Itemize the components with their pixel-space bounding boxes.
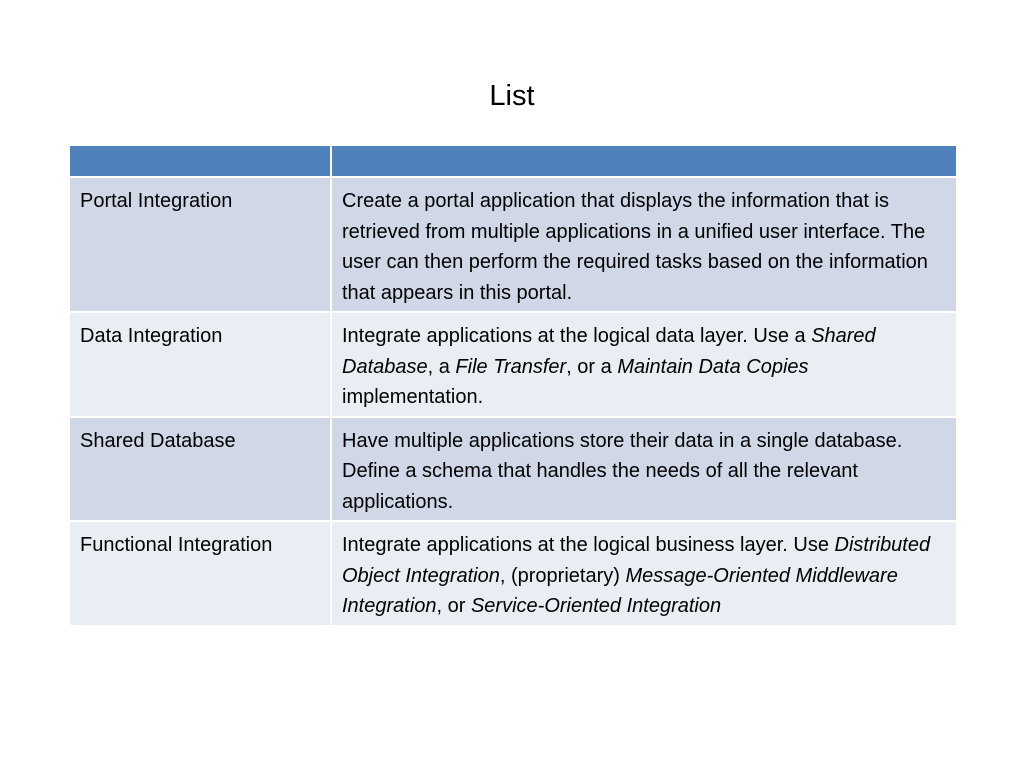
description-segment: Integrate applications at the logical data layer. Use a	[342, 325, 812, 347]
table-body	[69, 177, 957, 626]
row-description-cell	[331, 312, 957, 417]
integration-table	[68, 144, 958, 627]
description-segment: , or	[436, 595, 471, 617]
description-segment: , a	[427, 355, 456, 378]
table-row	[69, 417, 957, 522]
table-header-row	[69, 145, 957, 177]
table-row	[69, 521, 957, 626]
row-description-cell	[331, 417, 957, 522]
row-description-cell	[331, 177, 957, 312]
description-italic-segment: Maintain Data Copies	[617, 355, 809, 378]
description-italic-segment: File Transfer	[455, 355, 567, 378]
description-segment: , (proprietary)	[499, 564, 626, 587]
row-description-cell	[331, 521, 957, 626]
description-segment: Integrate applications at the logical business layer. Use	[342, 534, 835, 556]
description-italic-segment: Service-Oriented Integration	[470, 595, 722, 617]
header-cell-description	[331, 145, 957, 177]
description-segment: Create a portal application that displays the information that is retrieved from multiple applications in a unified user interface. The user can then perform the required tasks based on the information that appears in this portal.	[342, 190, 928, 304]
header-cell-name	[69, 145, 331, 177]
row-name-cell: Portal Integration	[69, 177, 331, 312]
description-italic-segment: Message-Oriented Middleware Integration	[342, 564, 898, 617]
row-name-cell: Data Integration	[69, 312, 331, 417]
description-segment: Have multiple applications store their data in a single database. Define a schema that handles the needs of all the relevant applications.	[342, 429, 903, 513]
description-segment: implementation.	[342, 386, 484, 408]
row-name-cell: Functional Integration	[69, 521, 331, 626]
table-row	[69, 177, 957, 312]
table-row	[69, 312, 957, 417]
description-segment: , or a	[566, 355, 618, 378]
row-name-cell: Shared Database	[69, 417, 331, 522]
description-italic-segment: Distributed Object Integration	[342, 534, 931, 587]
slide-title: List	[489, 80, 535, 112]
description-italic-segment: Shared Database	[342, 325, 876, 378]
